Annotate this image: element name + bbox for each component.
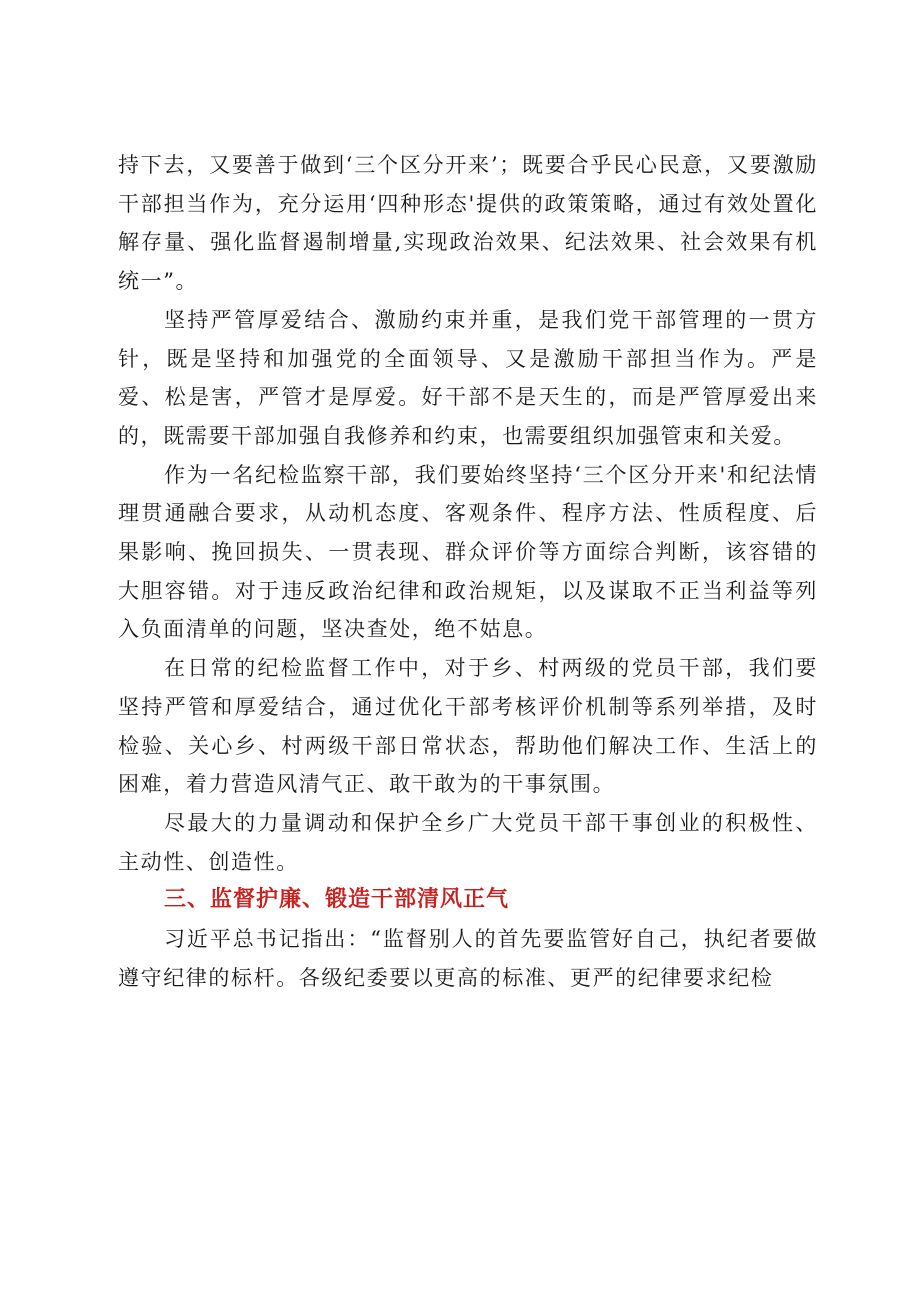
paragraph-three-distinctions: 作为一名纪检监察干部，我们要始终坚持‘三个区分开来'和纪法情理贯通融合要求，从动机态度、客观条件、程序方法、性质程度、后果影响、挽回损失、一贯表现、群众评价等方面综合判断，该容错的大胆容错。对于违反政治纪律和政治规矩，以及谋取不正当利益等列入负面清单的问题，坚决查处，绝不姑息。 xyxy=(118,462,818,642)
paragraph-mobilize-cadres: 尽最大的力量调动和保护全乡广大党员干部干事创业的积极性、主动性、创造性。 xyxy=(118,810,818,874)
paragraph-xi-quote: 习近平总书记指出：“监督别人的首先要监管好自己，执纪者要做遵守纪律的标杆。各级纪委要以更高的标准、更严的纪律要求纪检 xyxy=(118,927,818,990)
paragraph-continuation: 持下去，又要善于做到‘三个区分开来’；既要合乎民心民意，又要激励干部担当作为，充分运用‘四种形态'提供的政策策略，通过有效处置化解存量、强化监督遏制增量,实现政治效果、纪法效果、社会效果有机统一”。 xyxy=(118,153,818,294)
paragraph-strict-management: 坚持严管厚爱结合、激励约束并重，是我们党干部管理的一贯方针，既是坚持和加强党的全面领导、又是激励干部担当作为。严是爱、松是害，严管才是厚爱。好干部不是天生的，而是严管厚爱出来的，既需要干部加强自我修养和约束，也需要组织加强管束和关爱。 xyxy=(118,307,818,448)
section-heading: 三、监督护廉、锻造干部清风正气 xyxy=(164,887,510,913)
paragraph-daily-supervision: 在日常的纪检监督工作中，对于乡、村两级的党员干部，我们要坚持严管和厚爱结合，通过优化干部考核评价机制等系列举措，及时检验、关心乡、村两级干部日常状态，帮助他们解决工作、生活上的困难，着力营造风清气正、敢干敢为的干事氛围。 xyxy=(118,656,818,797)
document-body xyxy=(118,146,818,997)
